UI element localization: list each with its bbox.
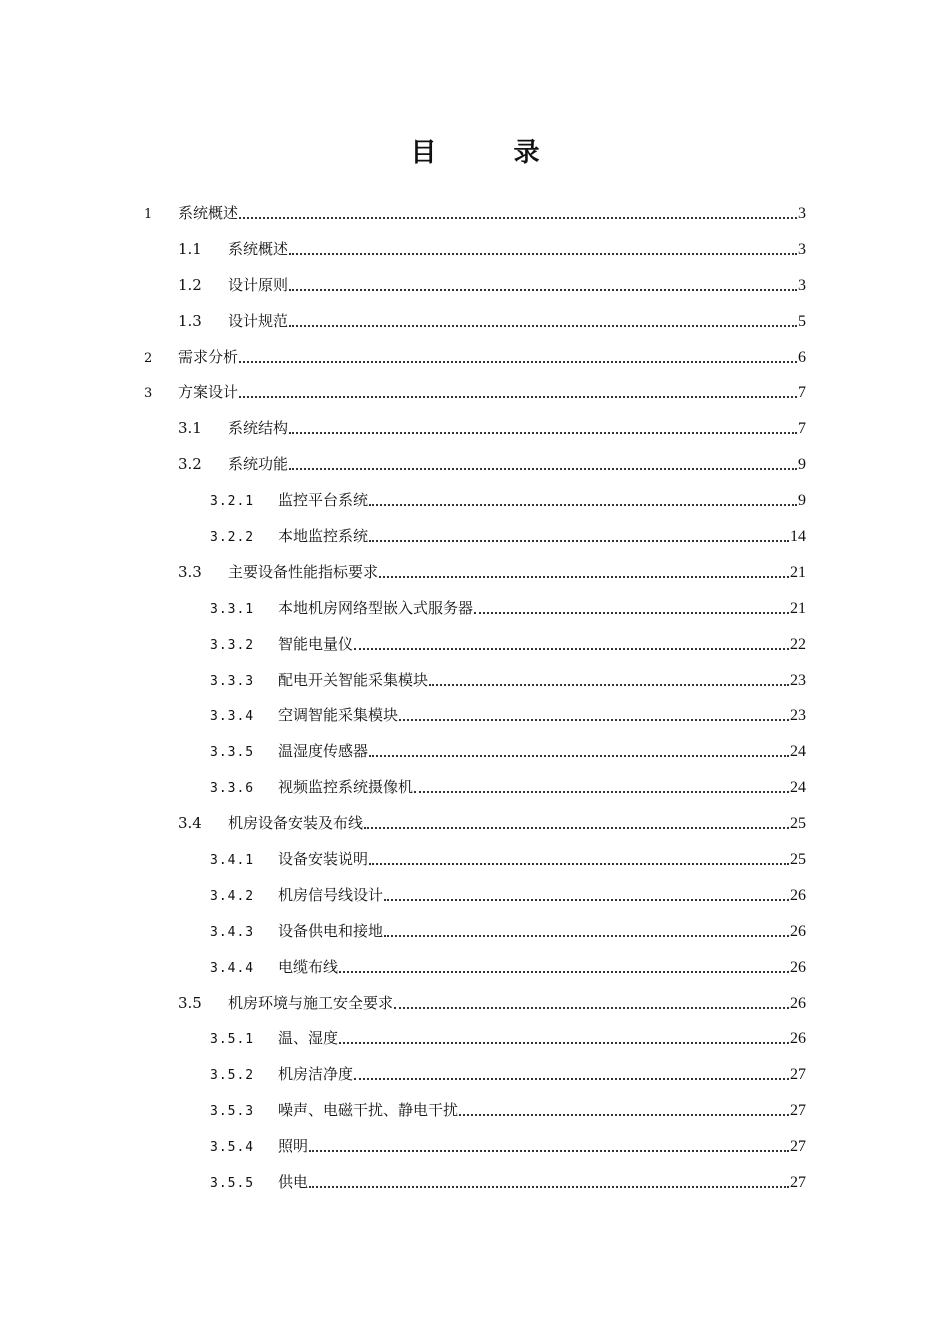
dot-leader <box>384 933 789 937</box>
toc-entry[interactable] <box>0 555 950 591</box>
toc-entry-label: 机房洁净度 <box>278 1065 354 1084</box>
dot-leader <box>309 1148 789 1152</box>
dot-leader <box>339 1040 789 1044</box>
toc-entry-number: 3.2.1 <box>210 494 255 510</box>
toc-entry-line <box>210 704 806 725</box>
table-of-contents <box>0 196 950 1201</box>
toc-entry-page-number: 25 <box>790 851 806 869</box>
dot-leader <box>354 646 789 650</box>
dot-leader <box>414 789 789 793</box>
toc-entry-page-number: 7 <box>798 420 806 438</box>
dot-leader <box>354 1076 789 1080</box>
toc-entry[interactable] <box>0 950 950 986</box>
toc-entry-label: 智能电量仪 <box>278 634 354 653</box>
toc-entry[interactable] <box>0 914 950 950</box>
toc-entry[interactable] <box>0 1057 950 1093</box>
toc-entry[interactable] <box>0 1021 950 1057</box>
toc-entry-label: 机房环境与施工安全要求 <box>228 993 394 1012</box>
toc-entry[interactable] <box>0 519 950 555</box>
toc-entry-label: 主要设备性能指标要求 <box>228 562 379 581</box>
toc-entry-label: 机房信号线设计 <box>278 885 384 904</box>
toc-entry-number: 3.1 <box>178 419 202 438</box>
toc-entry-line <box>210 920 806 941</box>
toc-entry[interactable] <box>0 483 950 519</box>
toc-entry-number: 3 <box>144 386 153 402</box>
toc-entry-line <box>178 417 806 438</box>
toc-entry-page-number: 3 <box>798 205 806 222</box>
dot-leader <box>369 502 797 506</box>
toc-entry[interactable] <box>0 878 950 914</box>
toc-entry[interactable] <box>0 340 950 376</box>
toc-entry-number: 3.3.3 <box>210 673 255 689</box>
toc-entry-line <box>178 812 806 833</box>
toc-entry-number: 3.3 <box>178 562 202 581</box>
toc-entry-page-number: 26 <box>790 958 806 976</box>
toc-entry-number: 3.2 <box>178 455 202 474</box>
dot-leader <box>289 466 797 470</box>
toc-entry-number: 3.3.5 <box>210 745 255 761</box>
toc-entry-label: 机房设备安装及布线 <box>228 814 364 833</box>
toc-entry-line <box>210 884 806 905</box>
toc-entry-label: 系统功能 <box>228 455 289 474</box>
toc-entry-label: 视频监控系统摄像机 <box>278 778 414 797</box>
toc-entry-label: 设计原则 <box>228 275 289 294</box>
toc-entry-line <box>210 956 806 977</box>
dot-leader <box>364 825 789 829</box>
toc-entry-label: 系统概述 <box>178 204 239 222</box>
toc-entry-number: 3.5.3 <box>210 1104 255 1120</box>
toc-entry-line <box>210 776 806 797</box>
toc-entry-number: 1.3 <box>178 311 202 330</box>
toc-entry-page-number: 21 <box>790 563 806 581</box>
toc-entry[interactable] <box>0 842 950 878</box>
toc-entry[interactable] <box>0 304 950 340</box>
toc-entry-page-number: 24 <box>790 779 806 797</box>
toc-entry-line <box>178 274 806 295</box>
toc-entry-label: 方案设计 <box>178 383 239 402</box>
toc-entry[interactable] <box>0 447 950 483</box>
toc-entry-line <box>178 992 806 1013</box>
dot-leader <box>339 969 789 973</box>
toc-entry-number: 3.5.2 <box>210 1068 255 1084</box>
toc-entry[interactable] <box>0 1165 950 1201</box>
toc-entry-label: 供电 <box>278 1173 309 1192</box>
toc-entry-line <box>210 740 806 761</box>
toc-entry-page-number: 7 <box>798 384 806 402</box>
toc-entry-page-number: 26 <box>790 994 806 1012</box>
toc-entry-number: 3.4 <box>178 814 202 833</box>
toc-entry-number: 1.2 <box>178 275 202 294</box>
toc-entry[interactable] <box>0 232 950 268</box>
toc-entry-label: 电缆布线 <box>278 957 339 976</box>
toc-title: 目 录 <box>410 138 574 168</box>
toc-entry-label: 监控平台系统 <box>278 491 369 510</box>
toc-entry-label: 设计规范 <box>228 311 289 330</box>
toc-entry-page-number: 25 <box>790 815 806 833</box>
dot-leader <box>289 251 797 255</box>
dot-leader <box>429 682 789 686</box>
toc-entry-line <box>144 381 806 402</box>
toc-entry[interactable] <box>0 986 950 1022</box>
toc-entry-label: 空调智能采集模块 <box>278 706 399 725</box>
toc-entry[interactable] <box>0 806 950 842</box>
toc-entry-line <box>178 453 806 474</box>
toc-entry[interactable] <box>0 663 950 699</box>
dot-leader <box>399 717 789 721</box>
toc-entry-number: 3.4.1 <box>210 853 255 869</box>
toc-entry-line <box>178 561 806 582</box>
toc-entry-number: 3.3.2 <box>210 637 255 653</box>
dot-leader <box>289 323 797 327</box>
toc-entry-number: 3.5 <box>178 993 202 1012</box>
dot-leader <box>384 897 789 901</box>
toc-entry-page-number: 27 <box>790 1174 806 1192</box>
toc-entry-line <box>210 597 806 618</box>
dot-leader <box>369 538 789 542</box>
toc-entry-number: 1 <box>144 207 153 222</box>
toc-entry-page-number: 6 <box>798 348 806 366</box>
toc-entry-line <box>210 1135 806 1156</box>
dot-leader <box>239 359 797 363</box>
toc-entry-line <box>210 1171 806 1192</box>
toc-entry-line <box>210 848 806 869</box>
toc-entry-line <box>210 489 806 510</box>
toc-entry[interactable] <box>0 734 950 770</box>
toc-entry-label: 需求分析 <box>178 347 239 366</box>
dot-leader <box>394 1005 789 1009</box>
dot-leader <box>289 287 797 291</box>
dot-leader <box>309 1184 789 1188</box>
toc-entry-page-number: 26 <box>790 1030 806 1048</box>
toc-entry-page-number: 27 <box>790 1066 806 1084</box>
toc-entry-page-number: 9 <box>798 456 806 474</box>
toc-entry-page-number: 24 <box>790 743 806 761</box>
toc-entry-line <box>210 1063 806 1084</box>
toc-entry[interactable] <box>0 591 950 627</box>
toc-entry-number: 3.4.2 <box>210 888 255 904</box>
toc-entry-line <box>178 238 806 259</box>
dot-leader <box>239 394 797 398</box>
toc-entry-page-number: 26 <box>790 922 806 940</box>
toc-entry-page-number: 22 <box>790 635 806 653</box>
toc-entry-line <box>210 1099 806 1120</box>
toc-entry-number: 3.3.4 <box>210 709 255 725</box>
toc-entry[interactable] <box>0 411 950 447</box>
toc-entry-page-number: 23 <box>790 671 806 689</box>
toc-entry[interactable] <box>0 268 950 304</box>
toc-entry-number: 3.3.6 <box>210 781 255 797</box>
toc-entry-label: 系统结构 <box>228 419 289 438</box>
toc-entry-line <box>144 202 806 223</box>
toc-entry-label: 本地机房网络型嵌入式服务器 <box>278 598 474 617</box>
toc-entry-line <box>210 669 806 690</box>
toc-entry-page-number: 26 <box>790 886 806 904</box>
toc-entry-line <box>178 310 806 331</box>
toc-entry-number: 3.4.4 <box>210 960 255 976</box>
toc-entry-line <box>210 525 806 546</box>
toc-entry-label: 照明 <box>278 1137 309 1156</box>
toc-entry-label: 本地监控系统 <box>278 527 369 546</box>
toc-entry-number: 2 <box>144 350 153 366</box>
toc-entry-number: 3.3.1 <box>210 601 255 617</box>
toc-entry[interactable] <box>0 627 950 663</box>
toc-entry[interactable] <box>0 770 950 806</box>
dot-leader <box>459 1112 789 1116</box>
toc-entry-label: 设备安装说明 <box>278 850 369 869</box>
dot-leader <box>369 861 789 865</box>
toc-entry-number: 3.4.3 <box>210 924 255 940</box>
toc-entry[interactable] <box>0 1093 950 1129</box>
dot-leader <box>369 753 789 757</box>
toc-entry-number: 3.5.5 <box>210 1176 255 1192</box>
toc-entry-page-number: 27 <box>790 1102 806 1120</box>
dot-leader <box>379 574 789 578</box>
dot-leader <box>289 430 797 434</box>
toc-entry-line <box>210 1027 806 1048</box>
toc-entry-label: 温湿度传感器 <box>278 742 369 761</box>
toc-entry[interactable] <box>0 196 950 232</box>
toc-entry[interactable] <box>0 698 950 734</box>
toc-entry[interactable] <box>0 375 950 411</box>
toc-entry-page-number: 3 <box>798 240 806 258</box>
toc-entry-number: 1.1 <box>178 239 202 258</box>
toc-entry-page-number: 3 <box>798 276 806 294</box>
toc-entry-label: 设备供电和接地 <box>278 921 384 940</box>
toc-entry-number: 3.5.4 <box>210 1140 255 1156</box>
toc-entry-page-number: 27 <box>790 1138 806 1156</box>
toc-entry-page-number: 14 <box>790 528 806 546</box>
dot-leader <box>239 215 797 219</box>
toc-entry-number: 3.2.2 <box>210 530 255 546</box>
toc-entry-page-number: 21 <box>790 599 806 617</box>
toc-entry-page-number: 5 <box>798 312 806 330</box>
toc-entry-number: 3.5.1 <box>210 1032 255 1048</box>
toc-entry-page-number: 23 <box>790 707 806 725</box>
toc-entry-label: 噪声、电磁干扰、静电干扰 <box>278 1101 459 1120</box>
toc-entry-line <box>210 633 806 654</box>
toc-entry[interactable] <box>0 1129 950 1165</box>
toc-entry-page-number: 9 <box>798 492 806 510</box>
toc-entry-label: 配电开关智能采集模块 <box>278 670 429 689</box>
toc-entry-label: 系统概述 <box>228 239 289 258</box>
toc-entry-label: 温、湿度 <box>278 1029 339 1048</box>
dot-leader <box>474 610 789 614</box>
toc-entry-line <box>144 346 806 367</box>
